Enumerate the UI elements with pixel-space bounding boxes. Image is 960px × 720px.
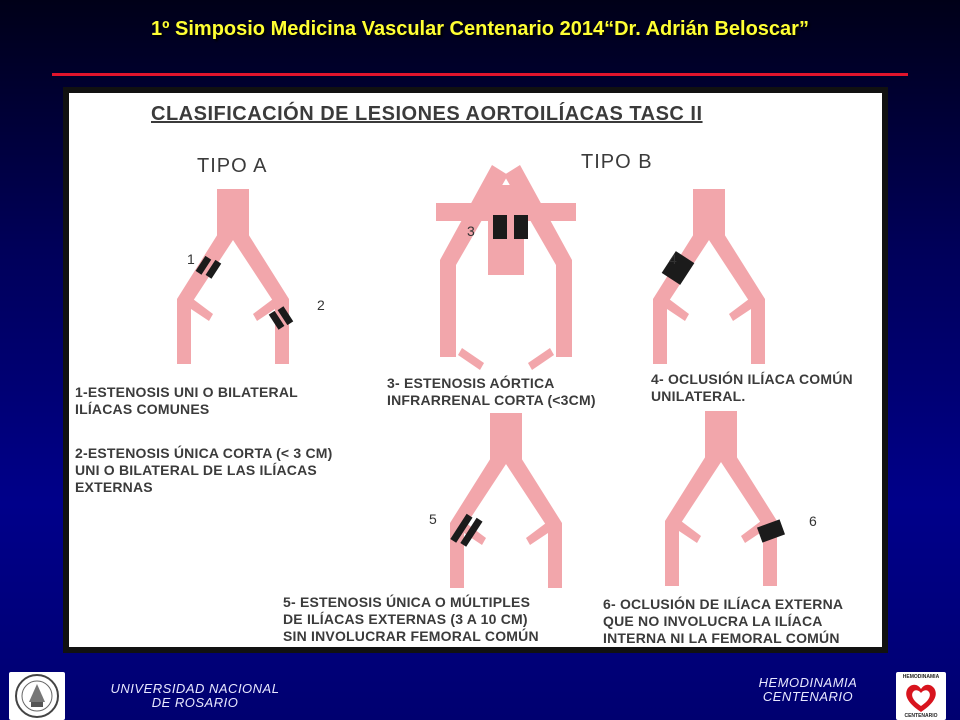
hemodinamia-unit-name: HEMODINAMIA CENTENARIO bbox=[758, 675, 858, 704]
diagram-lesion-6 bbox=[665, 411, 785, 586]
hemodinamia-heart-logo-icon: HEMODINAMIA CENTENARIO bbox=[896, 672, 946, 720]
diagram-lesion-3 bbox=[436, 165, 576, 370]
lesion-3-mark-a bbox=[493, 215, 507, 239]
diagram-lesion-4 bbox=[653, 189, 765, 364]
lesion-number-4: 4 bbox=[669, 251, 677, 267]
lesion-number-3: 3 bbox=[467, 223, 475, 239]
tasc-figure bbox=[69, 93, 882, 647]
university-name: UNIVERSIDAD NACIONAL DE ROSARIO bbox=[110, 681, 280, 710]
caption-lesion-3: 3- ESTENOSIS AÓRTICA INFRARRENAL CORTA (<3CM) bbox=[387, 375, 596, 408]
figure-frame bbox=[63, 87, 888, 653]
caption-lesion-2: 2-ESTENOSIS ÚNICA CORTA (< 3 CM) UNI O BILATERAL DE LAS ILÍACAS EXTERNAS bbox=[75, 445, 333, 495]
figure-title: CLASIFICACIÓN DE LESIONES AORTOILÍACAS TASC II bbox=[151, 103, 703, 125]
slide-title: 1º Simposio Medicina Vascular Centenario 2014“Dr. Adrián Beloscar” bbox=[151, 18, 809, 40]
caption-lesion-6: 6- OCLUSIÓN DE ILÍACA EXTERNA QUE NO INVOLUCRA LA ILÍACA INTERNA NI LA FEMORAL COMÚN bbox=[603, 596, 844, 646]
lesion-number-2: 2 bbox=[317, 297, 325, 313]
caption-lesion-5: 5- ESTENOSIS ÚNICA O MÚLTIPLES DE ILÍACAS EXTERNAS (3 A 10 CM) SIN INVOLUCRAR FEMORAL COMÚN bbox=[283, 594, 539, 644]
lesion-number-1: 1 bbox=[187, 251, 195, 267]
caption-lesion-1: 1-ESTENOSIS UNI O BILATERAL ILÍACAS COMUNES bbox=[75, 384, 298, 417]
vessel-diagrams bbox=[69, 93, 882, 647]
caption-lesion-4: 4- OCLUSIÓN ILÍACA COMÚN UNILATERAL. bbox=[651, 371, 853, 404]
lesion-number-5: 5 bbox=[429, 511, 437, 527]
title-underline-rule bbox=[52, 73, 908, 76]
type-a-label: TIPO A bbox=[197, 155, 268, 177]
type-b-label: TIPO B bbox=[581, 151, 653, 173]
lesion-3-mark-b bbox=[514, 215, 528, 239]
diagram-tipo-a bbox=[177, 189, 293, 364]
lesion-number-6: 6 bbox=[809, 513, 817, 529]
university-seal-icon bbox=[9, 672, 65, 720]
diagram-lesion-5 bbox=[450, 413, 562, 588]
